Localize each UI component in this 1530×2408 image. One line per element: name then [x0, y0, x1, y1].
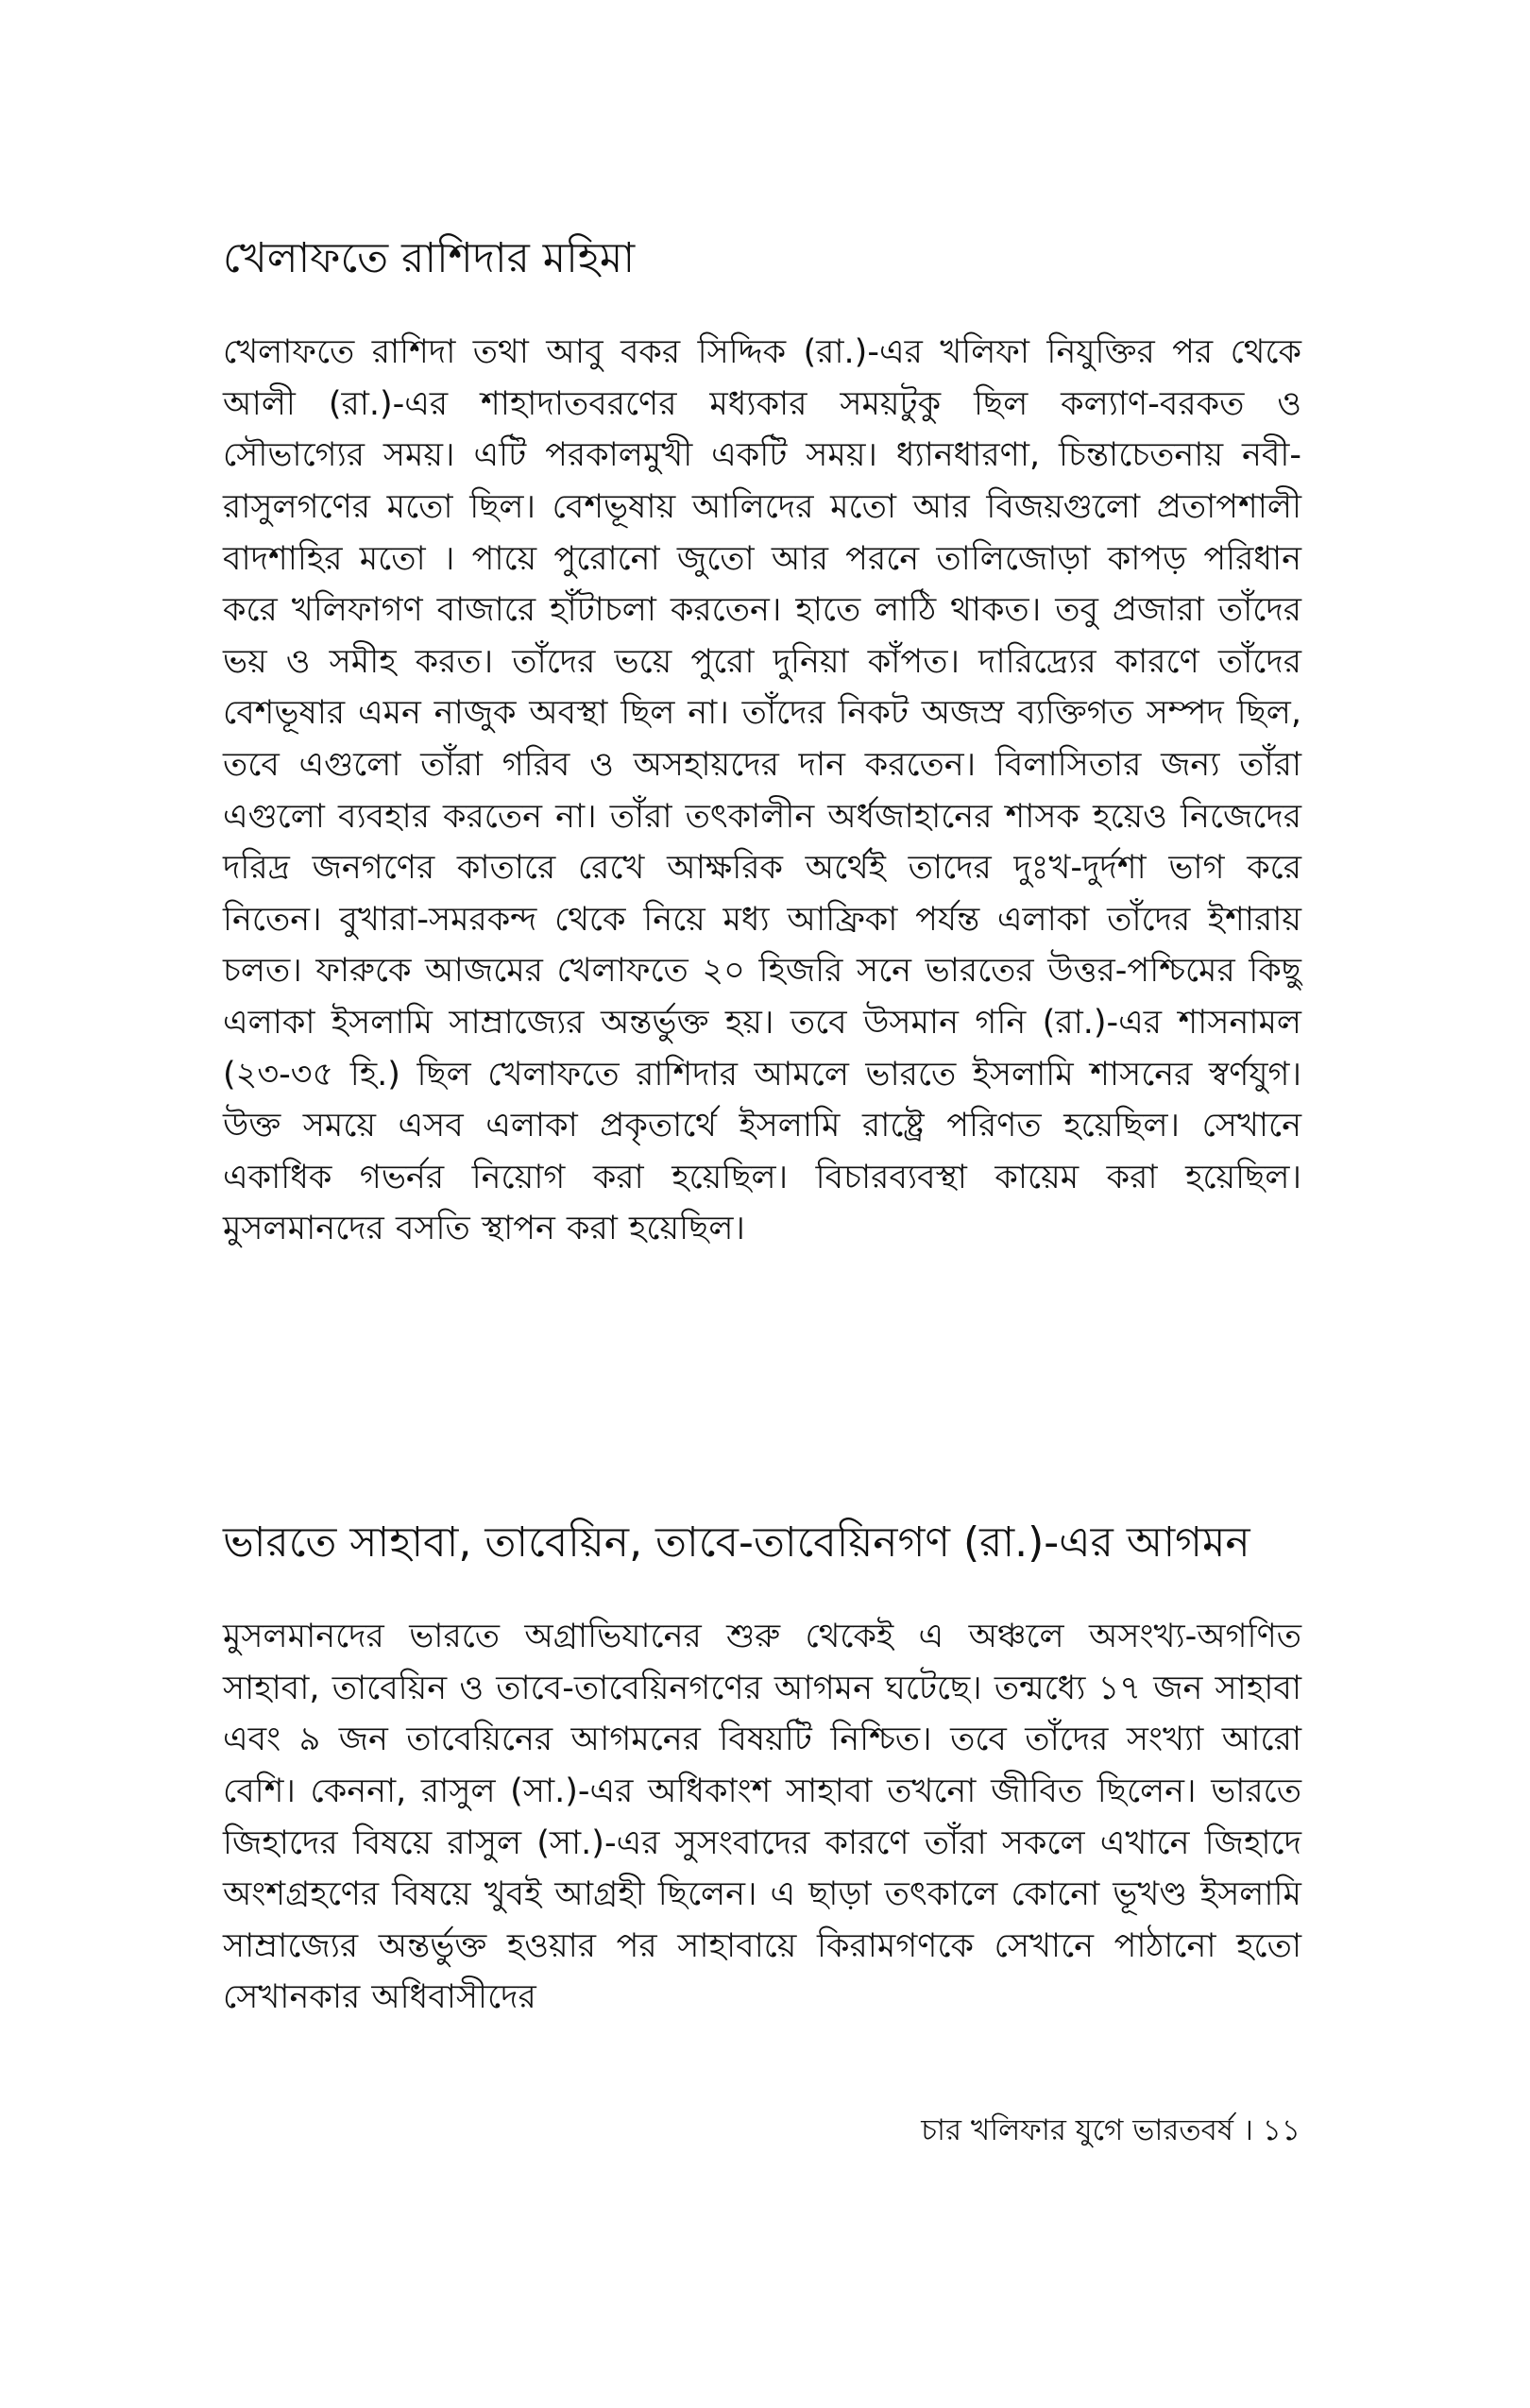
section-heading: খেলাফতে রাশিদার মহিমা [223, 234, 636, 282]
page-number: ১১ [1262, 2113, 1300, 2147]
page-footer [921, 2113, 1300, 2148]
section-sahaba-agaman [223, 1516, 1301, 2024]
section-khelafat-mahima [223, 231, 1301, 1255]
running-title: চার খলিফার যুগে ভারতবর্ষ [921, 2113, 1233, 2147]
section-paragraph: মুসলমানদের ভারতে অগ্রাভিযানের শুরু থেকেই এ অঞ্চলে অসংখ্য-অগণিত সাহাবা, তাবেয়িন ও তাবে-তাবেয়িনগণের আগমন ঘটেছে। তন্মধ্যে ১৭ জন সাহাবা এবং ৯ জন তাবেয়িনের আগমনের বিষয়টি নিশ্চিত। তবে তাঁদের সংখ্যা আরো বেশি। কেননা, রাসুল (সা.)-এর অধিকাংশ সাহাবা তখনো জীবিত ছিলেন। ভারতে জিহাদের বিষয়ে রাসুল (সা.)-এর সুসংবাদের কারণে তাঁরা সকলে এখানে জিহাদে অংশগ্রহণের বিষয়ে খুবই আগ্রহী ছিলেন। এ ছাড়া তৎকালে কোনো ভূখণ্ড ইসলামি সাম্রাজ্যের অন্তর্ভুক্ত হওয়ার পর সাহাবায়ে কিরামগণকে সেখানে পাঠানো হতো সেখানকার অধিবাসীদের [223, 1618, 1301, 2017]
footer-separator: । [1232, 2113, 1263, 2147]
section-heading: ভারতে সাহাবা, তাবেয়িন, তাবে-তাবেয়িনগণ (রা.)-এর আগমন [223, 1518, 1250, 1567]
section-paragraph: খেলাফতে রাশিদা তথা আবু বকর সিদ্দিক (রা.)-এর খলিফা নিযুক্তির পর থেকে আলী (রা.)-এর শাহাদাতবরণের মধ্যকার সময়টুকু ছিল কল্যাণ-বরকত ও সৌভাগ্যের সময়। এটি পরকালমুখী একটি সময়। ধ্যানধারণা, চিন্তাচেতনায় নবী-রাসুলগণের মতো ছিল। বেশভূষায় আলিদের মতো আর বিজয়গুলো প্রতাপশালী বাদশাহির মতো । পায়ে পুরোনো জুতো আর পরনে তালিজোড়া কাপড় পরিধান করে খলিফাগণ বাজারে হাঁটাচলা করতেন। হাতে লাঠি থাকত। তবু প্রজারা তাঁদের ভয় ও সমীহ করত। তাঁদের ভয়ে পুরো দুনিয়া কাঁপত। দারিদ্র্যের কারণে তাঁদের বেশভূষার এমন নাজুক অবস্থা ছিল না। তাঁদের নিকট অজস্র ব্যক্তিগত সম্পদ ছিল, তবে এগুলো তাঁরা গরিব ও অসহায়দের দান করতেন। বিলাসিতার জন্য তাঁরা এগুলো ব্যবহার করতেন না। তাঁরা তৎকালীন অর্ধজাহানের শাসক হয়েও নিজেদের দরিদ্র জনগণের কাতারে রেখে আক্ষরিক অর্থেই তাদের দুঃখ-দুর্দশা ভাগ করে নিতেন। বুখারা-সমরকন্দ থেকে নিয়ে মধ্য আফ্রিকা পর্যন্ত এলাকা তাঁদের ইশারায় চলত। ফারুকে আজমের খেলাফতে ২০ হিজরি সনে ভারতের উত্তর-পশ্চিমের কিছু এলাকা ইসলামি সাম্রাজ্যের অন্তর্ভুক্ত হয়। তবে উসমান গনি (রা.)-এর শাসনামল (২৩-৩৫ হি.) ছিল খেলাফতে রাশিদার আমলে ভারতে ইসলামি শাসনের স্বর্ণযুগ। উক্ত সময়ে এসব এলাকা প্রকৃতার্থে ইসলামি রাষ্ট্রে পরিণত হয়েছিল। সেখানে একাধিক গভর্নর নিয়োগ করা হয়েছিল। বিচারব্যবস্থা কায়েম করা হয়েছিল। মুসলমানদের বসতি স্থাপন করা হয়েছিল। [223, 333, 1301, 1248]
